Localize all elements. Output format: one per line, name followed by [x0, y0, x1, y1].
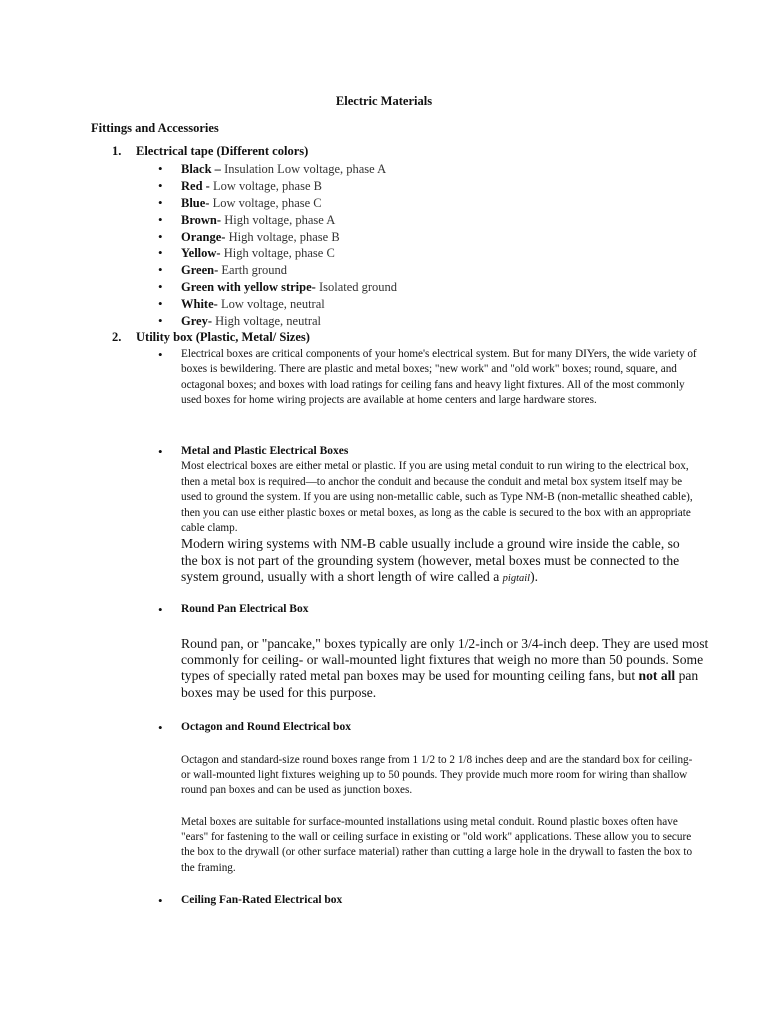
ceiling-fan-heading-block [158, 893, 698, 908]
section-heading: Fittings and Accessories [91, 121, 219, 135]
list-item [158, 296, 397, 313]
tape-color-desc: Insulation Low voltage, phase A [224, 162, 387, 176]
bullet-icon: • [158, 211, 163, 227]
tape-color-name: Grey- [181, 314, 213, 329]
list-item [158, 313, 397, 330]
tape-color-name: White- [181, 297, 218, 312]
list-item-label: Electrical tape (Different colors) [136, 144, 309, 158]
list-number: 2. [112, 330, 122, 344]
tape-color-desc: Low voltage, phase C [212, 195, 322, 210]
tape-color-name: Orange- [181, 229, 226, 244]
list-item [158, 178, 397, 195]
tape-color-desc: High voltage, neutral [215, 314, 322, 329]
intro-block [158, 347, 698, 409]
tape-color-desc: Isolated ground [318, 280, 398, 295]
list-item [158, 245, 397, 262]
octagon-heading-block [158, 720, 698, 735]
bullet-icon: • [158, 296, 163, 312]
tape-color-name: Blue- [181, 195, 210, 210]
tape-color-name: Brown- [181, 212, 222, 227]
bullet-icon: • [158, 194, 163, 210]
octagon-paragraph-1: Octagon and standard-size round boxes range from 1 1/2 to 2 1/8 inches deep and are the standard box for ceiling- or wall-mounted light fixtures weighing up to 50 pounds. They provide much more room for wiring than shallow round pan boxes and can be used as junction boxes. [181, 754, 693, 797]
bullet-icon: • [158, 444, 163, 459]
list-item-label: Utility box (Plastic, Metal/ Sizes) [136, 330, 310, 344]
tape-color-name: Green- [181, 263, 219, 278]
list-item [158, 195, 397, 212]
tape-color-name: Green with yellow stripe- [181, 280, 316, 295]
bullet-icon: • [158, 279, 163, 295]
bullet-icon: • [158, 720, 163, 735]
not-all-emphasis: not all [638, 668, 676, 684]
tape-color-name: Black – [181, 162, 221, 176]
bullet-icon: • [158, 313, 163, 329]
list-item [158, 279, 397, 296]
pigtail-term: pigtail [502, 572, 531, 584]
metal-plastic-paragraph: Most electrical boxes are either metal or plastic. If you are using metal conduit to run wiring to the electrical box, then a metal box is required—to anchor the conduit and because the conduit and metal box system itself may be used to ground the system. If you are using non-metallic cable, such as Type NM-B (non-metallic sheathed cable), then you can use either plastic boxes or metal boxes, as long as the cable is secured to the box with an appropriate cable clamp. [181, 460, 693, 535]
document-title: Electric Materials [335, 94, 433, 108]
tape-color-name: Red - [181, 178, 210, 193]
octagon-heading: Octagon and Round Electrical box [181, 721, 351, 733]
bullet-icon: • [158, 245, 163, 261]
grounding-end: ). [530, 568, 539, 584]
tape-color-desc: Low voltage, neutral [220, 297, 325, 312]
metal-plastic-block [158, 444, 698, 587]
round-pan-paragraph [181, 636, 711, 701]
list-number: 1. [112, 144, 122, 158]
intro-paragraph: Electrical boxes are critical components of your home's electrical system. But for many DIYers, the wide variety of boxes is bewildering. There are plastic and metal boxes; "new work" and "old work" boxes; round, square, and octagonal boxes; and boxes with load ratings for ceiling fans and heavy light fixtures. All of the most commonly used boxes for home wiring projects are available at home centers and large hardware stores. [181, 348, 697, 407]
tape-color-name: Yellow- [181, 246, 221, 261]
list-item [158, 161, 397, 178]
round-pan-heading-block [158, 602, 698, 617]
list-item [158, 229, 397, 246]
bullet-icon: • [158, 893, 163, 908]
bullet-icon: • [158, 177, 163, 193]
tape-color-list [158, 161, 397, 330]
tape-color-desc: High voltage, phase A [224, 212, 336, 227]
tape-color-desc: High voltage, phase B [228, 229, 340, 244]
tape-color-desc: Earth ground [221, 263, 287, 278]
ceiling-fan-heading: Ceiling Fan-Rated Electrical box [181, 894, 343, 906]
round-pan-text-a: Round pan, or "pancake," boxes typically are only 1/2-inch or 3/4-inch deep. They are used most commonly for ceiling- or wall-mounted light fixtures that weigh no more than 50 pounds. Some types of specially rated metal pan boxes may be used for mounting ceiling fans, but [181, 636, 709, 684]
list-item [158, 212, 397, 229]
bullet-icon: • [158, 602, 163, 617]
bullet-icon: • [158, 161, 163, 176]
list-item [158, 262, 397, 279]
grounding-text: Modern wiring systems with NM-B cable usually include a ground wire inside the cable, so the box is not part of the grounding system (however, metal boxes must be connected to the system ground, usually with a short length of wire called a [181, 536, 680, 584]
round-pan-text-b: pan boxes may be used for this purpose. [181, 668, 699, 700]
list-item-utility-box [112, 330, 310, 345]
octagon-paragraph-2: Metal boxes are suitable for surface-mounted installations using metal conduit. Round plastic boxes often have "ears" for fastening to the wall or ceiling surface in existing or "old work" applications. These allow you to secure the box to the drywall (or other surface material) rather than cutting a large hole in the drywall to fasten the box to the framing. [181, 816, 693, 874]
bullet-icon: • [158, 262, 163, 278]
metal-plastic-heading: Metal and Plastic Electrical Boxes [181, 445, 349, 457]
grounding-paragraph [181, 536, 698, 587]
bullet-icon: • [158, 228, 163, 244]
list-item-electrical-tape [112, 144, 308, 159]
bullet-icon: • [158, 347, 163, 362]
tape-color-desc: Low voltage, phase B [212, 178, 322, 193]
tape-color-desc: High voltage, phase C [223, 246, 335, 261]
round-pan-heading: Round Pan Electrical Box [181, 603, 309, 615]
